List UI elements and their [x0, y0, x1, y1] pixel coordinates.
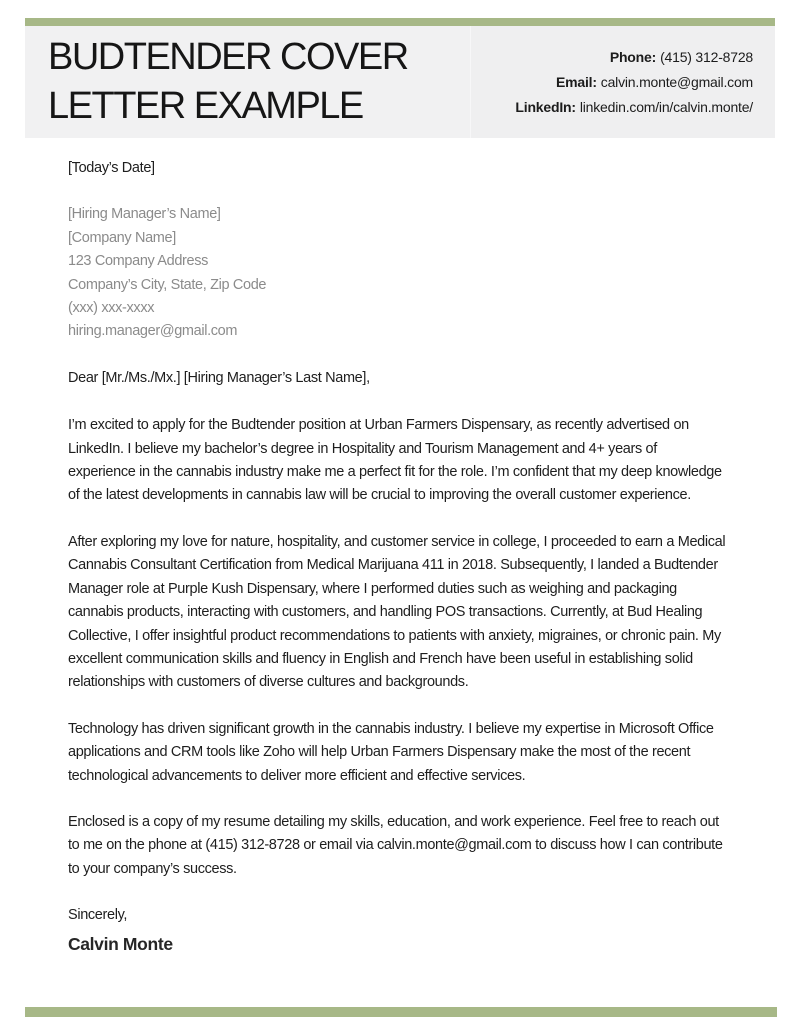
- paragraph-experience: After exploring my love for nature, hospitality, and customer service in college, I proceeded to earn a Medical Cannabis Consultant Certification from Medical Marijuana 411 in 2018. Subsequently, I landed a Budtender Manager role at Purple Kush Dispensary, where I performed duties such as weighing and packaging cannabis products, interacting with customers, and handling POS transactions. Currently, at Bud Healing Collective, I offer insightful product recommendations to patients with anxiety, migraines, or chronic pain. My excellent communication skills and fluency in English and French have been useful in establishing solid relationships with customers of diverse cultures and backgrounds.: [68, 533, 726, 691]
- letterhead: [25, 26, 775, 138]
- contact-linkedin-value: linkedin.com/in/calvin.monte/: [579, 98, 753, 115]
- recipient-line-address: 123 Company Address: [68, 253, 209, 270]
- top-accent-bar: [25, 18, 775, 26]
- contact-phone: [610, 45, 753, 70]
- page-title-line-1: BUDTENDER COVER: [48, 36, 408, 78]
- recipient-line-phone: (xxx) xxx-xxxx: [68, 300, 155, 317]
- recipient-line-email: hiring.manager@gmail.com: [68, 323, 238, 340]
- recipient-block: [68, 203, 726, 343]
- contact-email: [556, 70, 753, 95]
- letterhead-title-cell: [25, 26, 470, 138]
- recipient-line-hiring-manager: [Hiring Manager’s Name]: [68, 206, 221, 223]
- contact-linkedin: [515, 95, 753, 120]
- signature-name: Calvin Monte: [68, 933, 173, 954]
- paragraph-enclosure: Enclosed is a copy of my resume detailing my skills, education, and work experience. Feel free to reach out to me on the phone at (415) 312-8728 or email via calvin.monte@gmail.com to discuss how I can contribute to your company’s success.: [68, 813, 723, 877]
- paragraph-intro: I’m excited to apply for the Budtender position at Urban Farmers Dispensary, as recently advertised on LinkedIn. I believe my bachelor’s degree in Hospitality and Tourism Management and 4+ years of experience in the cannabis industry make me a perfect fit for the role. I’m confident that my deep knowledge of the latest developments in cannabis law will be crucial to improving the overall customer experience.: [68, 417, 722, 504]
- page-title: [48, 33, 408, 131]
- closing: Sincerely,: [68, 907, 128, 924]
- contact-phone-label: Phone:: [609, 48, 657, 65]
- date-placeholder: [Today’s Date]: [68, 160, 155, 176]
- salutation: Dear [Mr./Ms./Mx.] [Hiring Manager’s Last Name],: [68, 369, 370, 386]
- bottom-accent-bar: [25, 1007, 777, 1017]
- recipient-line-city-state-zip: Company’s City, State, Zip Code: [68, 276, 267, 293]
- letter-body: [68, 157, 726, 957]
- letterhead-contact-cell: [470, 26, 775, 138]
- contact-email-value: calvin.monte@gmail.com: [600, 73, 753, 90]
- contact-linkedin-label: LinkedIn:: [515, 98, 576, 115]
- page-title-line-2: LETTER EXAMPLE: [48, 85, 363, 127]
- recipient-line-company-name: [Company Name]: [68, 229, 176, 246]
- contact-email-label: Email:: [555, 73, 597, 90]
- paragraph-technology: Technology has driven significant growth in the cannabis industry. I believe my expertise in Microsoft Office applications and CRM tools like Zoho will help Urban Farmers Dispensary make the most of the recent technological advancements to deliver more efficient and effective services.: [68, 720, 714, 784]
- contact-phone-value: (415) 312-8728: [660, 48, 753, 65]
